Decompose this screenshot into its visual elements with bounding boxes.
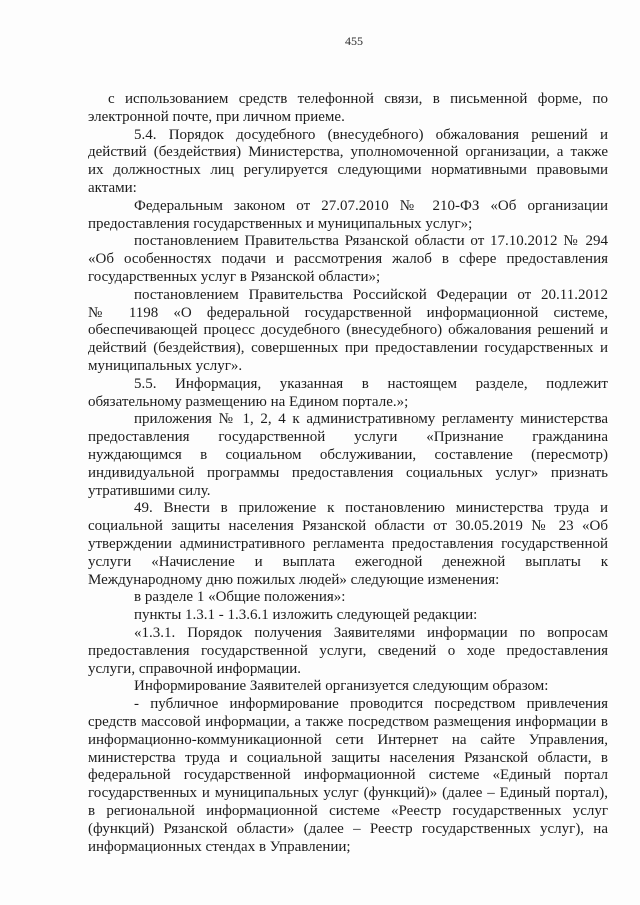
text-line: утверждении административного регламента предоставления государственной [88, 536, 608, 552]
text-line: предоставления государственных и муниципальных услуг»; [88, 215, 473, 232]
page-number: 455 [345, 34, 363, 48]
text-line: № 1198 «О федеральной государственной информационной системе, [88, 304, 608, 321]
text-line: обязательному размещению на Едином портале.»; [88, 393, 409, 410]
text-line: федеральной государственной информационной системе «Единый портал [88, 767, 608, 784]
text-line: в региональной информационной системе «Реестр государственных услуг [88, 803, 608, 819]
text-line: информационных стендах в Управлении; [88, 838, 351, 855]
text-line: приложения № 1, 2, 4 к административному регламенту министерства [134, 411, 608, 428]
text-line: государственных и муниципальных услуг (функций)» (далее – Единый портал), [88, 785, 608, 802]
text-line: Федеральным законом от 27.07.2010 № 210-ФЗ «Об организации [134, 197, 608, 214]
text-line: 49. Внести в приложение к постановлению министерства труда и [134, 500, 608, 517]
text-line: (функций) Рязанской области» (далее – Реестр государственных услуг), на [88, 820, 608, 837]
text-line: пункты 1.3.1 - 1.3.6.1 изложить следующей редакции: [134, 607, 478, 624]
text-line: социальной защиты населения Рязанской области от 30.05.2019 № 23 «Об [88, 518, 608, 535]
text-line: предоставления государственной услуги, сведений о ходе предоставления [88, 642, 608, 659]
text-line: - публичное информирование проводится посредством привлечения [134, 696, 608, 713]
text-line: их должностных лиц регулируется следующими нормативными правовыми [88, 162, 608, 179]
text-line: 5.4. Порядок досудебного (внесудебного) обжалования решений и [134, 126, 608, 143]
text-line: Информирование Заявителей организуется следующим образом: [134, 678, 549, 695]
text-line: «Об особенностях подачи и рассмотрения жалоб в сфере предоставления [88, 251, 608, 268]
text-line: утратившими силу. [88, 482, 211, 499]
text-line: действий (бездействия), совершенных при предоставлении государственных и [88, 340, 608, 357]
text-line: действий (бездействия) Министерства, уполномоченной организации, а также [88, 144, 608, 161]
text-line: 5.5. Информация, указанная в настоящем разделе, подлежит [134, 375, 608, 392]
text-line: средств массовой информации, а также посредством размещения информации в [88, 714, 608, 730]
text-line: электронной почте, при личном приеме. [88, 108, 345, 125]
text-line: услуги «Начисление и выплата ежегодной денежной выплаты к [88, 553, 608, 570]
text-line: услуги, справочной информации. [88, 660, 302, 677]
text-line: постановлением Правительства Российской Федерации от 20.11.2012 [134, 286, 608, 303]
text-line: в разделе 1 «Общие положения»: [134, 589, 346, 606]
text-line: нуждающимся в социальном обслуживании, составление (пересмотр) [88, 447, 608, 463]
text-line: актами: [88, 180, 137, 196]
text-line: индивидуальной программы предоставления социальных услуг» признать [88, 464, 608, 481]
text-line: министерства труда и социальной защиты населения Рязанской области, в [88, 749, 608, 766]
text-line: информационно-коммуникационной сети Интернет на сайте Управления, [88, 731, 608, 748]
text-line: с использованием средств телефонной связи, в письменной форме, по [108, 91, 608, 107]
text-line: государственных услуг в Рязанской области»; [88, 269, 381, 285]
text-line: «1.3.1. Порядок получения Заявителями информации по вопросам [134, 625, 608, 641]
text-line: Международному дню пожилых людей» следующие изменения: [88, 571, 500, 588]
text-line: обеспечивающей процесс досудебного (внесудебного) обжалования решений и [88, 322, 608, 339]
text-line: муниципальных услуг». [88, 358, 243, 374]
text-line: постановлением Правительства Рязанской области от 17.10.2012 № 294 [134, 233, 608, 250]
text-line: предоставления государственной услуги «Признание гражданина [88, 429, 608, 446]
